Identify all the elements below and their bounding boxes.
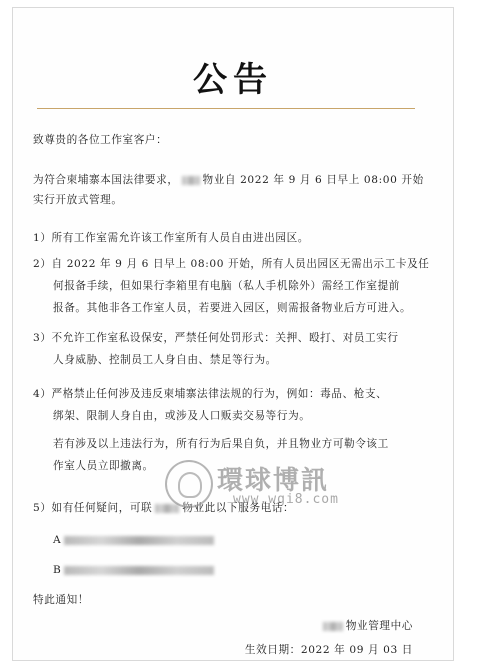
watermark-url: www.wgi8.com (233, 492, 339, 507)
closing: 特此通知！ (33, 594, 89, 606)
greeting: 致尊贵的各位工作室客户： (33, 134, 168, 146)
phone-a (53, 534, 217, 546)
date-label: 生效日期： (244, 644, 301, 656)
signature-text: 物业管理中心 (345, 620, 413, 632)
effective-date (245, 642, 413, 657)
item-2-line-1: 2）自 2022 年 9 月 6 日早上 08:00 开始，所有人员出园区无需出示工卡及任 (33, 258, 430, 270)
item-3-line-1: 3）不允许工作室私设保安，严禁任何处罚形式：关押、殴打、对员工实行 (33, 332, 399, 344)
notice-paper (12, 7, 454, 661)
item-4-line-2: 绑架、限制人身自由，或涉及人口贩卖交易等行为。 (53, 410, 311, 422)
date-value: 2022 年 09 月 03 日 (300, 644, 413, 656)
item-4-line-3: 若有涉及以上违法行为，所有行为后果自负，并且物业方可勒令该工 (53, 438, 389, 450)
intro-line-2: 实行开放式管理。 (33, 194, 123, 206)
intro-text-a: 为符合柬埔寨本国法律要求， (33, 174, 179, 186)
item-2-line-2: 何报备手续，但如果行李箱里有电脑（私人手机除外）需经工作室提前 (53, 280, 401, 292)
redacted-phone-a (64, 536, 214, 545)
watermark-logo-icon (165, 460, 213, 508)
phone-b-label: B (53, 564, 62, 576)
watermark-name: 環球博訊 (217, 466, 330, 496)
phone-b (53, 564, 217, 576)
item-3-line-2: 人身威胁、控制员工人身自由、禁足等行为。 (53, 354, 277, 366)
phone-a-label: A (53, 534, 62, 546)
title-divider (37, 108, 415, 109)
redacted-company (323, 622, 343, 631)
notice-title: 公告 (193, 60, 273, 100)
item-4-line-1: 4）严格禁止任何涉及违反柬埔寨法律法规的行为，例如：毒品、枪支、 (33, 388, 388, 400)
watermark (165, 460, 405, 510)
item-4-line-4: 作室人员立即撤离。 (53, 460, 154, 472)
item-2-line-3: 报备。其他非各工作室人员，若要进入园区，则需报备物业后方可进入。 (53, 302, 412, 314)
intro-line-1 (33, 172, 424, 187)
redacted-phone-b (64, 566, 214, 575)
redacted-name (182, 176, 200, 185)
item-1: 1）所有工作室需允许该工作室所有人员自由进出园区。 (33, 232, 309, 244)
intro-text-b: 物业自 2022 年 9 月 6 日早上 08:00 开始 (202, 174, 424, 186)
item-5-text-b: 物业此以下服务电话： (182, 502, 295, 514)
signature (320, 618, 413, 633)
item-5-text-a: 5）如有任何疑问，可联 (33, 502, 153, 514)
